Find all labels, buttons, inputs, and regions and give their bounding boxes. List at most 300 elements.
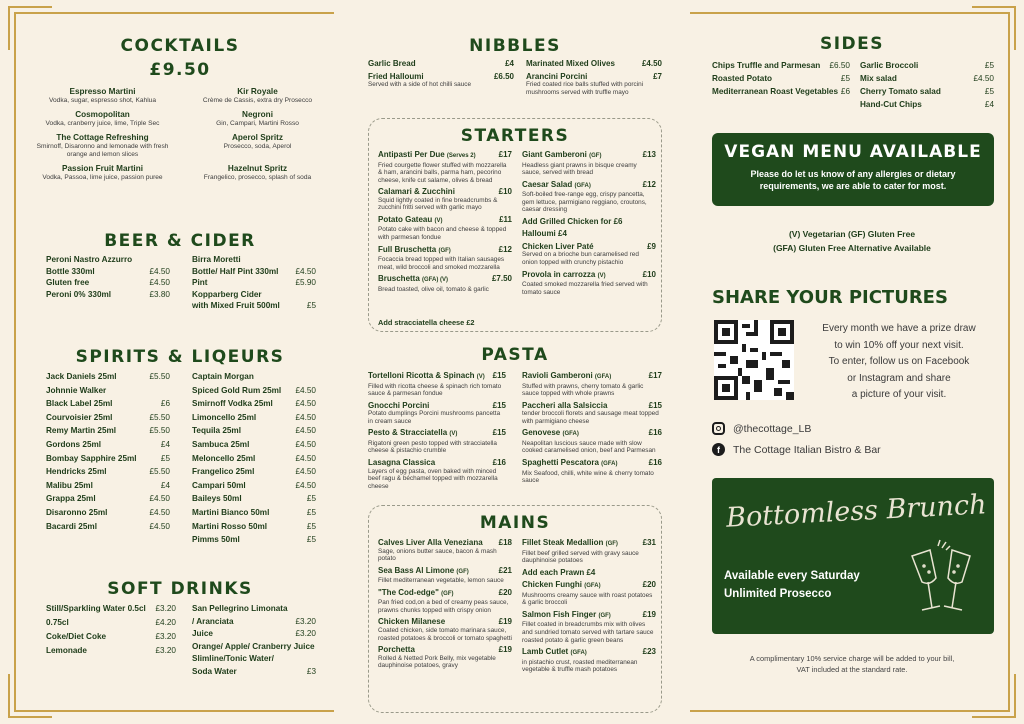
menu-item-name-wrap (522, 647, 587, 659)
price-row (46, 493, 170, 504)
dietary-tag: (GF) (589, 153, 602, 159)
item-price: £5.50 (149, 372, 170, 381)
menu-item (526, 72, 662, 97)
menu-item-desc: Mushrooms creamy sauce with roast potatoes & garlic broccoli (522, 591, 653, 607)
item-price: £5 (160, 453, 170, 463)
item-price: £4.50 (295, 467, 316, 477)
menu-item (368, 428, 506, 455)
item-price: £5.50 (149, 412, 170, 422)
dietary-tag: (V) (449, 431, 458, 438)
price-row (712, 60, 850, 71)
menu-item-name: Potato Gateau (378, 214, 433, 224)
price-row (860, 86, 994, 97)
footer-line2: VAT included at the standard rate. (796, 665, 908, 674)
item-price: £6 (160, 399, 170, 409)
price-row (46, 466, 170, 477)
pasta-title: PASTA (481, 345, 549, 365)
price-row (192, 480, 316, 491)
menu-item-desc: Fillet beef grilled served with gravy sauce dauphinoise potatoes (522, 549, 639, 565)
menu-item-header (522, 242, 656, 252)
item-price: £5 (306, 521, 316, 531)
sides-title: SIDES (819, 34, 885, 54)
menu-item-price: £16 (648, 458, 662, 468)
menu-item-price: £16 (492, 458, 506, 468)
item-price: £3.20 (155, 632, 176, 641)
price-row (46, 425, 170, 436)
item-name: Gordons 25ml (46, 439, 102, 449)
menu-item-name: Antipasti Per Due (378, 150, 445, 159)
menu-item-name-wrap (368, 401, 429, 411)
share-text-line: To enter, follow us on Facebook (828, 356, 970, 367)
starters-list-left (378, 150, 512, 296)
price-row (192, 641, 316, 652)
menu-item-desc: tender broccoli florets and sausage meat topped with parmigiano cheese (522, 410, 659, 425)
menu-item-header (522, 568, 656, 578)
menu-item-name-wrap (522, 371, 611, 383)
menu-item-name: Caesar Salad (522, 179, 573, 189)
item-name: Mix salad (860, 74, 897, 83)
menu-item-desc: in pistachio crust, roasted mediterranean vegetable & truffle mash potatoes (522, 658, 638, 674)
price-row (46, 371, 170, 382)
cocktail-name: Cosmopolitan (75, 110, 130, 119)
item-price: £4.50 (149, 521, 170, 531)
menu-item-name-wrap (522, 610, 611, 622)
dietary-tag: (GFA) (562, 431, 579, 438)
item-name: Bottle/ Half Pint 330ml (192, 266, 279, 276)
menu-item-header (378, 274, 512, 286)
menu-item-name-wrap (368, 458, 435, 468)
menu-item-name: Fillet Steak Medallion (522, 538, 604, 547)
menu-item-desc: Stuffed with prawns, cherry tomato & garlic sauce topped with whole prawns (522, 382, 644, 398)
menu-item-desc: Served on a brioche bun caramelised red onion topped with crunchy pistachio (522, 251, 639, 267)
menu-item (378, 617, 512, 642)
menu-item-name: Chicken Funghi (522, 580, 582, 590)
menu-item-header (522, 371, 662, 383)
menu-item-name-wrap (522, 401, 607, 411)
menu-item-desc: Fillet coated in breadcrumbs mix with olives and sundried tomato served with tartare sauce roasted potato & garlic green beans (522, 621, 654, 644)
price-row (192, 603, 316, 614)
menu-item-price: £9 (647, 241, 656, 251)
menu-item-name: Ravioli Gamberoni (522, 371, 593, 380)
menu-item-desc: Soft-boiled free-range egg, crispy pancetta, gem lettuce, parmigiano reggiano, croutons, caesar dressing (522, 191, 647, 214)
menu-item-name-wrap (378, 245, 451, 257)
price-row (192, 653, 316, 664)
menu-item-name-wrap (522, 242, 594, 252)
soft-list-left (46, 603, 176, 659)
item-name: Courvoisier 25ml (46, 412, 113, 422)
menu-item-price: £15 (648, 400, 662, 410)
share-text-line: or Instagram and share (847, 372, 951, 384)
menu-item-price: £15 (492, 400, 506, 410)
cocktail-list (30, 87, 330, 182)
menu-item-name: Giant Gamberoni (522, 150, 587, 159)
cocktail-item (30, 164, 175, 182)
menu-item-name: Halloumi £4 (522, 229, 567, 239)
item-name: Martini Rosso 50ml (192, 521, 268, 531)
cocktail-item (185, 87, 330, 105)
menu-item-desc: Fried coated rice balls stuffed with porcini mushrooms served with truffle mayo (526, 81, 644, 96)
menu-item-name: "The Cod-edge" (378, 587, 439, 597)
item-name: Johnnie Walker (46, 385, 107, 395)
item-price: £4.50 (295, 412, 316, 422)
menu-item-name: Porchetta (378, 645, 415, 655)
spirits-list-left (46, 371, 170, 534)
price-row (46, 277, 170, 288)
menu-item-header (368, 59, 514, 69)
starters-title: STARTERS (460, 126, 570, 146)
dietary-tag: (GFA) (574, 182, 591, 189)
menu-item (378, 215, 512, 242)
item-price: £3.20 (295, 616, 316, 626)
menu-item-price: £4 (505, 59, 514, 68)
menu-item-header (368, 428, 506, 440)
cocktail-desc: Vodka, Passoa, lime juice, passion puree (42, 174, 163, 181)
item-price: £5 (840, 74, 850, 83)
item-name: Jack Daniels 25ml (46, 372, 117, 381)
menu-item-header (378, 215, 512, 227)
item-name: Still/Sparkling Water 0.5cl (46, 604, 146, 613)
item-price: £4.50 (295, 266, 316, 276)
share-text-line: Every month we have a prize draw (822, 323, 976, 334)
price-row (192, 385, 316, 396)
menu-item-name: Calamari & Zucchini (378, 187, 455, 197)
starters-extra-note: Add stracciatella cheese £2 (378, 318, 475, 327)
menu-item-name: Paccheri alla Salsiccia (522, 400, 608, 410)
menu-item-price: £6.50 (493, 71, 514, 81)
price-row (46, 266, 170, 277)
menu-item-name-wrap (522, 229, 567, 239)
price-row (46, 521, 170, 532)
item-name: Peroni Nastro Azzurro (46, 255, 133, 264)
item-price: £3 (306, 666, 316, 676)
menu-item-name: Full Bruschetta (378, 244, 437, 254)
menu-item-name-wrap (378, 150, 476, 162)
nibbles-list-left (368, 59, 514, 92)
menu-item-desc: Layers of egg pasta, oven baked with minced beef ragu & béchamel topped with mozzarella cheese (368, 467, 498, 490)
price-row (46, 507, 170, 518)
menu-item-header (378, 245, 512, 257)
menu-item-name: Garlic Bread (368, 59, 416, 68)
item-name: Grappa 25ml (46, 494, 96, 504)
item-name: Kopparberg Cider (192, 289, 262, 299)
brunch-line2: Unlimited Prosecco (724, 588, 832, 600)
spirits-list-right (192, 371, 316, 548)
menu-item-header (378, 588, 512, 600)
qr-code-icon[interactable] (714, 320, 794, 400)
sides-list-right (860, 60, 994, 112)
footer-line1: A complimentary 10% service charge will be added to your bill, (749, 654, 955, 663)
dietary-tag: (V) (434, 217, 443, 224)
menu-item-desc: Focaccia bread topped with Italian sausages meat, wild broccoli and smoked mozzarella (378, 256, 505, 271)
vegan-banner (712, 133, 994, 206)
item-name: Bacardi 25ml (46, 521, 97, 531)
cocktail-name: Passion Fruit Martini (62, 164, 143, 173)
item-price: £5 (306, 507, 316, 517)
menu-item-name: Add Grilled Chicken for £6 (522, 216, 623, 226)
item-price: £5 (306, 301, 316, 310)
menu-item-name: Calves Liver Alla Veneziana (378, 538, 483, 547)
item-price: £4.20 (155, 618, 176, 627)
menu-item-name: Add each Prawn £4 (522, 567, 596, 577)
menu-item (522, 371, 662, 398)
item-name: Bottle 330ml (46, 266, 95, 276)
item-name: San Pellegrino Limonata (192, 604, 288, 613)
price-row (46, 254, 170, 265)
menu-item (368, 59, 514, 69)
facebook-icon: f (712, 443, 725, 456)
item-name: Martini Bianco 50ml (192, 507, 270, 517)
menu-item-name-wrap (522, 270, 606, 282)
item-name: Lemonade (46, 646, 87, 655)
menu-item-desc: Coated chicken, side tomato marinara sauce, roasted potatoes & broccoli or tomato spaghetti (378, 626, 512, 642)
price-row (46, 617, 176, 628)
item-name: Spiced Gold Rum 25ml (192, 385, 282, 395)
cocktail-desc: Smirnoff, Disaronno and lemonade with fresh orange and lemon slices (36, 143, 169, 158)
cocktail-name: The Cottage Refreshing (56, 133, 149, 142)
item-price: £3.20 (295, 629, 316, 638)
item-name: Tequila 25ml (192, 426, 241, 436)
item-price: £4 (984, 100, 994, 109)
item-name: Pimms 50ml (192, 535, 240, 545)
champagne-glasses-icon (902, 536, 982, 626)
price-row (46, 631, 176, 642)
menu-item-price: £23 (642, 647, 656, 657)
beer-title: BEER & CIDER (104, 231, 256, 251)
menu-item-header (378, 566, 512, 578)
item-price: £5 (984, 61, 994, 70)
item-name: Soda Water (192, 666, 237, 676)
menu-item-desc: Filled with ricotta cheese & spinach rich tomato sauce & parmesan fondue (368, 382, 502, 398)
item-name: Baileys 50ml (192, 494, 242, 504)
dietary-tag: (GF) (456, 568, 469, 575)
price-row (192, 493, 316, 504)
pasta-list-left (368, 371, 506, 493)
cocktails-price: £9.50 (149, 60, 211, 80)
dietary-tag: (GF) (598, 612, 611, 619)
menu-item-name-wrap (378, 187, 455, 197)
menu-item-header (522, 229, 656, 239)
price-row (860, 60, 994, 71)
menu-item-name-wrap (522, 428, 579, 440)
price-row (46, 412, 170, 423)
item-price: £4.50 (295, 480, 316, 490)
price-row (46, 385, 170, 396)
menu-item-header (526, 59, 662, 69)
menu-item-desc: Rigatoni green pesto topped with stracciatella cheese & pistachio crumble (368, 439, 497, 455)
dietary-tag: (GFA) (V) (422, 277, 449, 284)
item-price: £6.50 (829, 61, 850, 70)
price-row (192, 521, 316, 532)
item-price: £4.50 (149, 266, 170, 276)
item-name: Frangelico 25ml (192, 467, 255, 477)
price-row (192, 534, 316, 545)
item-price: £6 (840, 87, 850, 96)
item-name: Juice (192, 629, 213, 638)
price-row (192, 412, 316, 423)
mains-list-left (378, 538, 512, 673)
cocktails-title: COCKTAILS (120, 36, 240, 56)
cocktail-name: Aperol Spritz (232, 133, 283, 142)
price-row (860, 99, 994, 110)
facebook-row[interactable] (712, 443, 881, 456)
dietary-tag: (GF) (438, 247, 451, 254)
item-price: £4.50 (295, 426, 316, 436)
price-row (46, 645, 176, 656)
menu-item (378, 274, 512, 293)
price-row (192, 289, 316, 300)
nibbles-title: NIBBLES (469, 36, 561, 56)
menu-item-name-wrap (522, 538, 618, 550)
menu-item-name-wrap (526, 72, 587, 82)
instagram-row[interactable] (712, 422, 811, 435)
menu-item-name-wrap (522, 458, 618, 470)
menu-item-header (378, 645, 512, 655)
item-name: Birra Moretti (192, 255, 241, 264)
menu-item (522, 217, 656, 227)
menu-item-name-wrap (368, 72, 424, 82)
menu-item-header (368, 401, 506, 411)
legend-line1: (V) Vegetarian (GF) Gluten Free (788, 229, 916, 239)
menu-item-price: £20 (498, 587, 512, 597)
item-name: Bombay Sapphire 25ml (46, 453, 137, 463)
item-name: / Aranciata (192, 616, 234, 626)
middle-panel (360, 0, 670, 724)
cocktail-item (30, 110, 175, 128)
item-name: Smirnoff Vodka 25ml (192, 399, 273, 409)
menu-item-name-wrap (378, 274, 448, 286)
dietary-tag: (V) (597, 272, 606, 279)
menu-item-price: £4.50 (641, 59, 662, 68)
menu-item-price: £15 (492, 428, 506, 438)
item-price: £4.50 (295, 385, 316, 395)
cocktail-name: Negroni (242, 110, 273, 119)
menu-item-price: £10 (642, 269, 656, 279)
menu-item (378, 245, 512, 272)
item-price: £3.20 (155, 604, 176, 613)
menu-item-price: £16 (648, 428, 662, 438)
menu-item-header (526, 72, 662, 82)
item-name: Limoncello 25ml (192, 412, 257, 422)
facebook-name: The Cottage Italian Bistro & Bar (733, 443, 881, 456)
menu-item-name-wrap (368, 371, 485, 383)
menu-item-desc: Fillet mediterranean vegetable, lemon sauce (378, 577, 504, 585)
price-row (192, 616, 316, 627)
menu-item-name-wrap (378, 645, 415, 655)
item-name: Chips Truffle and Parmesan (712, 61, 821, 70)
menu-item-price: £7.50 (491, 274, 512, 284)
item-name: Hendricks 25ml (46, 467, 107, 477)
price-row (192, 254, 316, 265)
menu-item-name: Genovese (522, 428, 561, 438)
price-row (46, 289, 170, 300)
menu-item (378, 187, 512, 212)
menu-item (522, 150, 656, 177)
menu-item-desc: Coated smoked mozzarella fried served with tomato sauce (522, 281, 648, 296)
item-name: Garlic Broccoli (860, 61, 919, 70)
cocktail-name: Kir Royale (237, 87, 278, 96)
dietary-tag: (GFA) (584, 583, 601, 590)
menu-item-header (522, 580, 656, 592)
price-row (192, 453, 316, 464)
menu-item-name-wrap (368, 59, 416, 69)
price-row (46, 398, 170, 409)
share-text-line: to win 10% off your next visit. (834, 339, 964, 351)
item-name: Remy Martin 25ml (46, 426, 117, 436)
spirits-title: SPIRITS & LIQEURS (75, 347, 285, 367)
cocktail-name: Hazelnut Spritz (227, 164, 288, 173)
menu-item-price: £31 (642, 538, 656, 547)
dietary-tag: (GFA) (601, 461, 618, 468)
price-row (192, 398, 316, 409)
menu-item-price: £10 (498, 187, 512, 197)
dietary-tag: (V) (476, 374, 485, 380)
mains-title: MAINS (479, 513, 551, 533)
menu-item (522, 568, 656, 578)
menu-item-price: £11 (499, 214, 512, 224)
menu-item-header (522, 610, 656, 622)
price-row (192, 300, 316, 311)
menu-item (522, 580, 656, 607)
sides-list-left (712, 60, 850, 99)
menu-item-name: Arancini Porcini (526, 71, 588, 81)
menu-item-name: Lamb Cutlet (522, 647, 569, 657)
price-row (192, 439, 316, 450)
item-price: £3.80 (149, 289, 170, 299)
dietary-tag: (GF) (605, 541, 618, 547)
item-price: £5.50 (149, 426, 170, 436)
menu-item-header (378, 538, 512, 548)
item-name: Disaronno 25ml (46, 507, 108, 517)
menu-item-name-wrap (368, 428, 457, 440)
item-price: £5 (984, 87, 994, 96)
price-row (192, 425, 316, 436)
item-price: £5.50 (149, 467, 170, 477)
price-row (46, 453, 170, 464)
item-price: £4.50 (149, 278, 170, 287)
menu-item-desc: Headless giant prawns in bisque creamy sauce, served with bread (522, 161, 637, 177)
dietary-tag: (GFA) (570, 650, 587, 657)
item-price: £4 (160, 439, 170, 449)
menu-item-name-wrap (522, 580, 601, 592)
menu-item-header (378, 150, 512, 162)
item-name: Mediterranean Roast Vegetables (712, 87, 839, 96)
cocktail-desc: Gin, Campari, Martini Rosso (216, 120, 299, 127)
vegan-title: VEGAN MENU AVAILABLE (724, 142, 982, 162)
soft-list-right (192, 603, 316, 678)
item-price: £4.50 (295, 399, 316, 409)
menu-item-header (522, 538, 656, 550)
menu-item (522, 180, 656, 214)
menu-item (522, 242, 656, 267)
menu-item (522, 538, 656, 565)
menu-item (522, 610, 656, 644)
menu-item (368, 458, 506, 490)
item-price: £4.50 (149, 494, 170, 504)
menu-item (522, 401, 662, 426)
beer-list-left (46, 254, 170, 300)
instagram-handle: @thecottage_LB (733, 422, 812, 435)
menu-item-name: Fried Halloumi (368, 71, 424, 81)
menu-item-name: Bruschetta (378, 274, 420, 284)
menu-item-name: Gnocchi Porcini (368, 400, 430, 410)
item-name: Campari 50ml (192, 480, 246, 490)
price-row (192, 466, 316, 477)
menu-item-header (368, 371, 506, 383)
item-name: 0.75cl (46, 618, 69, 627)
menu-item (368, 371, 506, 398)
brunch-line1: Available every Saturday (724, 570, 860, 582)
menu-item (522, 647, 656, 674)
